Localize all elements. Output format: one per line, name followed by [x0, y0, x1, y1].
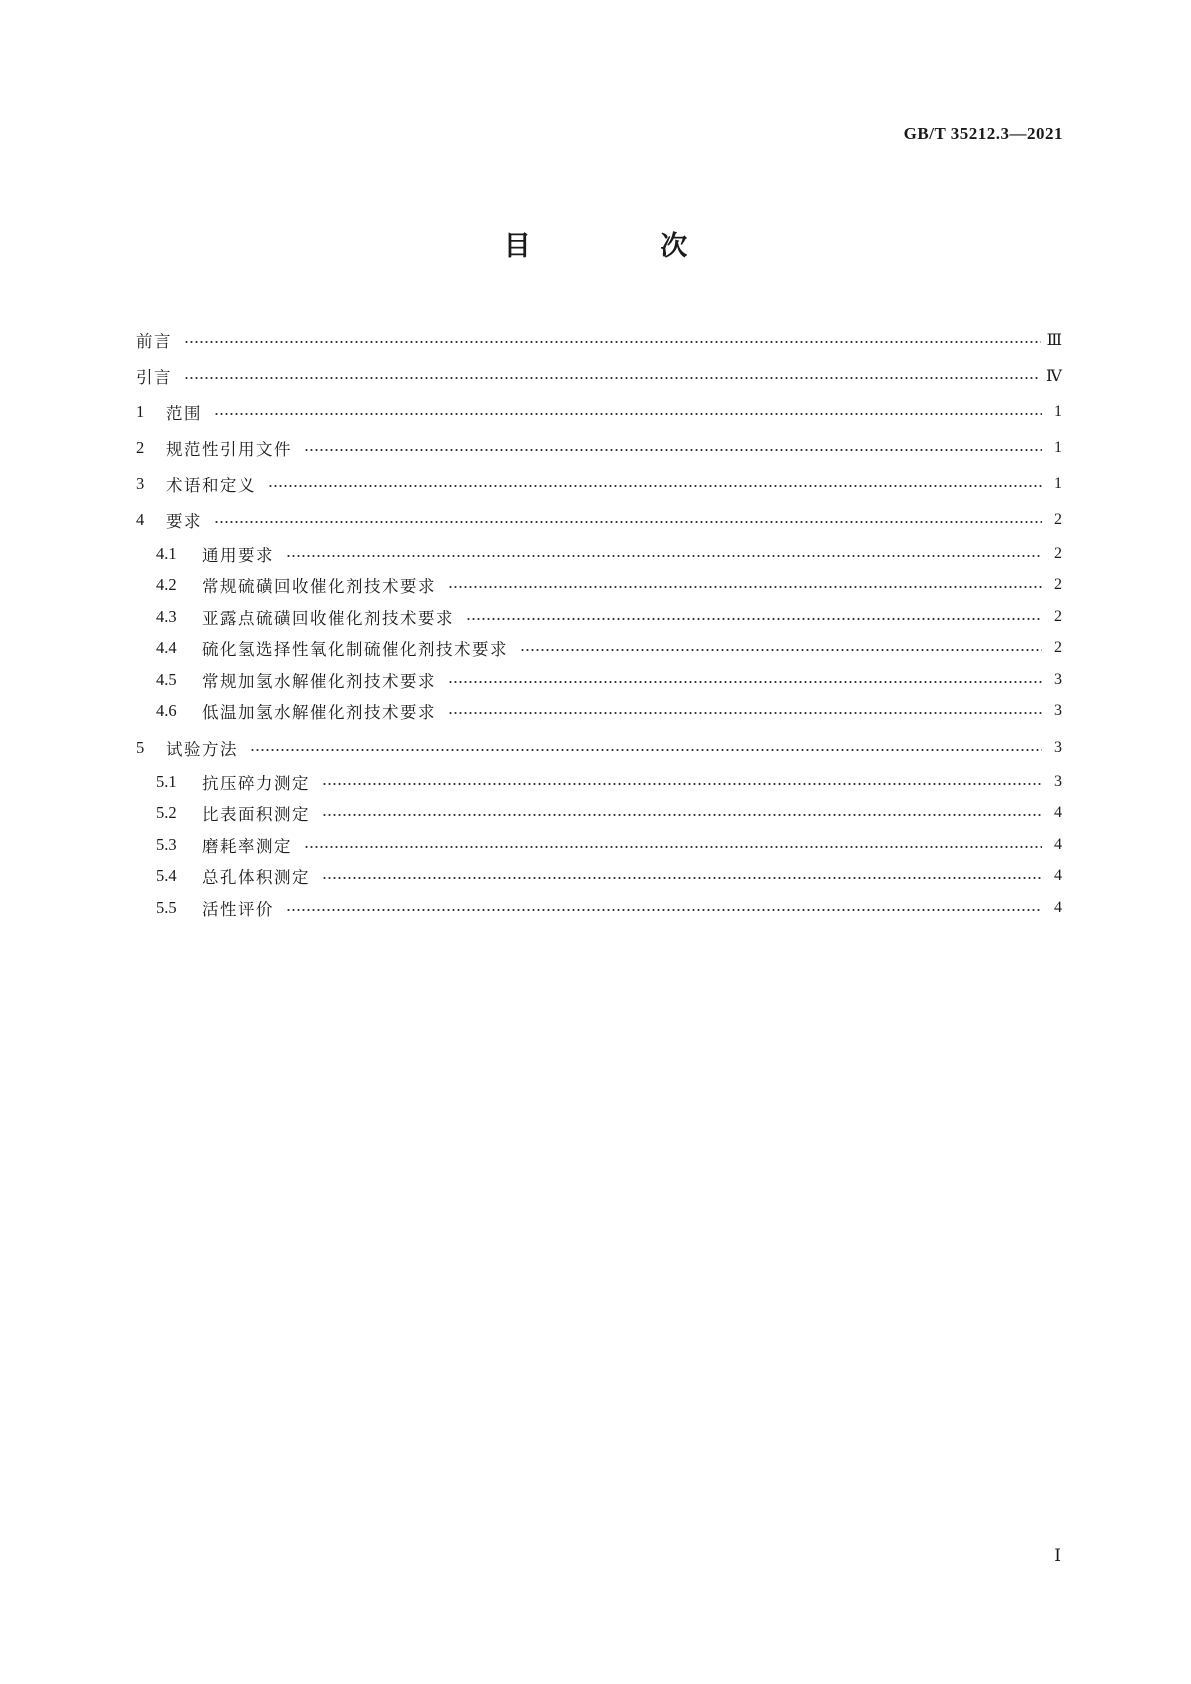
- toc-entry-page: 3: [1054, 670, 1062, 688]
- table-of-contents: [136, 322, 1062, 924]
- toc-entry-page: 3: [1054, 772, 1062, 790]
- toc-entry[interactable]: [136, 502, 1062, 538]
- dot-leader: [304, 846, 1042, 848]
- toc-entry[interactable]: [136, 798, 1062, 830]
- toc-entry-label: 比表面积测定: [202, 805, 310, 825]
- toc-entry-label: 常规加氢水解催化剂技术要求: [202, 671, 436, 691]
- toc-entry-number: 1: [136, 402, 145, 421]
- toc-entry-number: 5: [136, 738, 145, 757]
- dot-leader: [520, 649, 1042, 651]
- toc-entry[interactable]: [136, 570, 1062, 602]
- dot-leader: [214, 521, 1042, 523]
- toc-entry[interactable]: [136, 358, 1062, 394]
- toc-entry[interactable]: [136, 696, 1062, 728]
- toc-entry-page: 1: [1054, 439, 1062, 456]
- toc-entry-label: 抗压碎力测定: [202, 773, 310, 793]
- toc-entry-number: 4.4: [156, 638, 177, 658]
- toc-entry[interactable]: [136, 861, 1062, 893]
- toc-entry-number: 4.5: [156, 669, 177, 689]
- toc-entry[interactable]: [136, 829, 1062, 861]
- toc-entry[interactable]: [136, 766, 1062, 798]
- toc-entry-number: 4.1: [156, 543, 177, 563]
- toc-entry-label: 要求: [166, 512, 202, 531]
- toc-entry[interactable]: [136, 892, 1062, 924]
- toc-entry-label: 常规硫磺回收催化剂技术要求: [202, 577, 436, 597]
- toc-entry-page: 2: [1054, 511, 1062, 528]
- dot-leader: [448, 586, 1042, 588]
- toc-entry-page: 1: [1054, 475, 1062, 492]
- toc-entry[interactable]: [136, 633, 1062, 665]
- dot-leader: [184, 341, 1041, 343]
- toc-entry-label: 前言: [136, 332, 172, 351]
- toc-entry-page: 4: [1054, 867, 1062, 885]
- dot-leader: [184, 377, 1040, 379]
- dot-leader: [214, 413, 1042, 415]
- toc-entry-label: 亚露点硫磺回收催化剂技术要求: [202, 608, 454, 628]
- dot-leader: [448, 712, 1042, 714]
- toc-entry[interactable]: [136, 664, 1062, 696]
- toc-entry-page: 3: [1054, 702, 1062, 720]
- dot-leader: [304, 449, 1042, 451]
- toc-entry-number: 4.3: [156, 606, 177, 626]
- toc-entry-label: 磨耗率测定: [202, 836, 292, 856]
- toc-entry-label: 试验方法: [166, 740, 238, 759]
- toc-entry-number: 4.2: [156, 575, 177, 595]
- toc-entry-label: 总孔体积测定: [202, 868, 310, 888]
- toc-entry[interactable]: [136, 430, 1062, 466]
- toc-entry-number: 5.2: [156, 803, 177, 823]
- toc-entry-page: 2: [1054, 576, 1062, 594]
- toc-entry-label: 硫化氢选择性氧化制硫催化剂技术要求: [202, 640, 508, 660]
- toc-entry-number: 3: [136, 474, 145, 493]
- toc-entry-number: 5.4: [156, 866, 177, 886]
- toc-entry-number: 4.6: [156, 701, 177, 721]
- dot-leader: [466, 618, 1042, 620]
- dot-leader: [322, 877, 1042, 879]
- toc-entry-number: 5.5: [156, 897, 177, 917]
- toc-entry-number: 5.1: [156, 771, 177, 791]
- document-code: GB/T 35212.3—2021: [903, 124, 1063, 143]
- toc-entry-label: 术语和定义: [166, 476, 256, 495]
- toc-entry-label: 低温加氢水解催化剂技术要求: [202, 703, 436, 723]
- toc-entry-page: 2: [1054, 607, 1062, 625]
- dot-leader: [322, 783, 1042, 785]
- toc-entry-page: 4: [1054, 804, 1062, 822]
- dot-leader: [250, 749, 1042, 751]
- toc-entry-page: 4: [1054, 835, 1062, 853]
- toc-entry-number: 5.3: [156, 834, 177, 854]
- toc-entry-label: 规范性引用文件: [166, 440, 292, 459]
- toc-entry[interactable]: [136, 466, 1062, 502]
- dot-leader: [322, 814, 1042, 816]
- toc-entry-number: 2: [136, 438, 145, 457]
- toc-title: 目 次: [503, 231, 748, 262]
- toc-entry[interactable]: [136, 394, 1062, 430]
- toc-entry-page: 4: [1054, 898, 1062, 916]
- dot-leader: [286, 909, 1042, 911]
- toc-entry-page: Ⅲ: [1046, 332, 1062, 349]
- toc-entry[interactable]: [136, 322, 1062, 358]
- toc-entry[interactable]: [136, 730, 1062, 766]
- dot-leader: [448, 681, 1042, 683]
- toc-entry-page: 1: [1054, 403, 1062, 420]
- toc-entry-page: 3: [1054, 739, 1062, 756]
- toc-entry-label: 通用要求: [202, 545, 274, 565]
- toc-entry-page: 2: [1054, 639, 1062, 657]
- toc-entry-label: 活性评价: [202, 899, 274, 919]
- dot-leader: [286, 555, 1042, 557]
- toc-entry[interactable]: [136, 538, 1062, 570]
- toc-entry[interactable]: [136, 601, 1062, 633]
- toc-entry-page: Ⅳ: [1046, 368, 1062, 385]
- toc-entry-label: 范围: [166, 404, 202, 423]
- dot-leader: [268, 485, 1042, 487]
- page-number: Ⅰ: [1054, 1546, 1061, 1565]
- toc-entry-page: 2: [1054, 544, 1062, 562]
- toc-entry-number: 4: [136, 510, 145, 529]
- toc-entry-label: 引言: [136, 368, 172, 387]
